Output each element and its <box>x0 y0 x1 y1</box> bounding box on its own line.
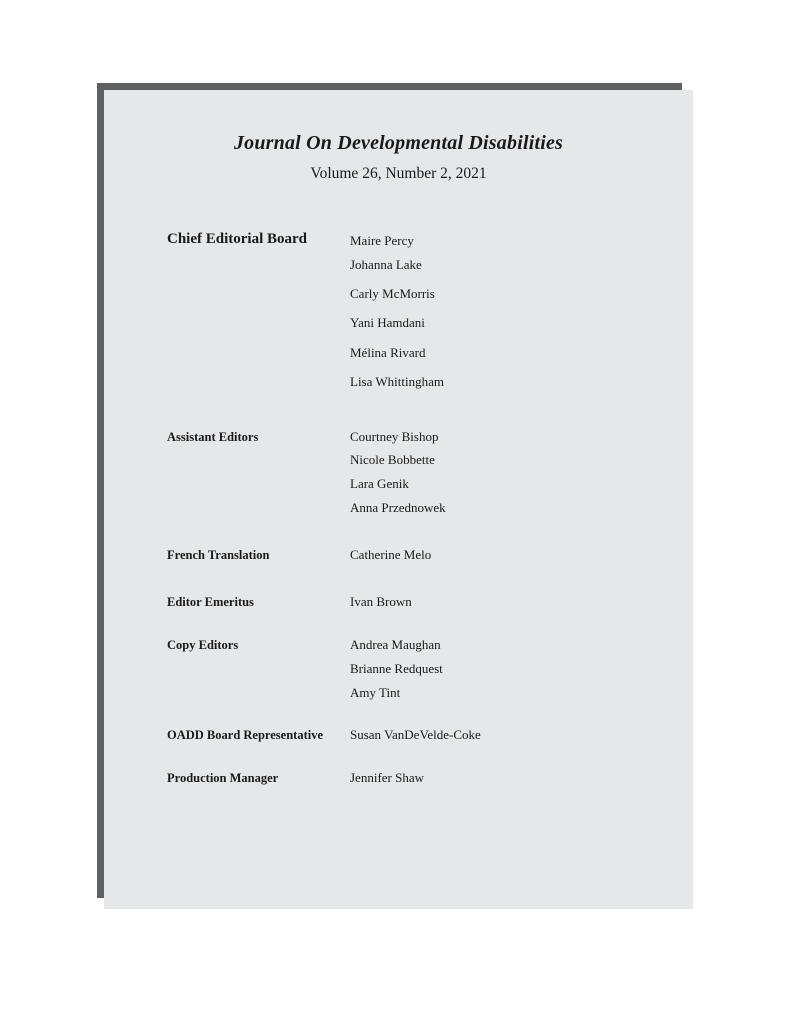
section-label-chief-editorial-board: Chief Editorial Board <box>167 231 308 247</box>
section-label-production-manager: Production Manager <box>167 771 279 785</box>
editor-name: Catherine Melo <box>350 547 432 562</box>
editor-name: Amy Tint <box>350 685 401 700</box>
volume-info: Volume 26, Number 2, 2021 <box>310 165 487 182</box>
section-label-editor-emeritus: Editor Emeritus <box>167 595 254 609</box>
journal-title: Journal On Developmental Disabilities <box>233 132 564 154</box>
section-label-copy-editors: Copy Editors <box>167 638 239 652</box>
masthead-card <box>104 90 693 909</box>
editor-name: Carly McMorris <box>350 286 435 301</box>
section-label-french-translation: French Translation <box>167 548 270 562</box>
editor-name: Johanna Lake <box>350 257 422 272</box>
editor-name: Ivan Brown <box>350 594 412 609</box>
editor-name: Maire Percy <box>350 233 414 248</box>
editor-name: Jennifer Shaw <box>350 770 425 785</box>
editor-name: Nicole Bobbette <box>350 452 435 467</box>
editor-name: Susan VanDeVelde-Coke <box>350 727 481 742</box>
editor-name: Anna Przednowek <box>350 500 446 515</box>
section-label-assistant-editors: Assistant Editors <box>167 430 259 444</box>
editor-name: Lara Genik <box>350 476 409 491</box>
editor-name: Mélina Rivard <box>350 345 426 360</box>
editor-name: Brianne Redquest <box>350 661 443 676</box>
editor-name: Yani Hamdani <box>350 315 425 330</box>
editor-name: Andrea Maughan <box>350 637 441 652</box>
section-label-oadd-board-representative: OADD Board Representative <box>167 728 323 742</box>
editor-name: Lisa Whittingham <box>350 374 444 389</box>
editor-name: Courtney Bishop <box>350 429 439 444</box>
